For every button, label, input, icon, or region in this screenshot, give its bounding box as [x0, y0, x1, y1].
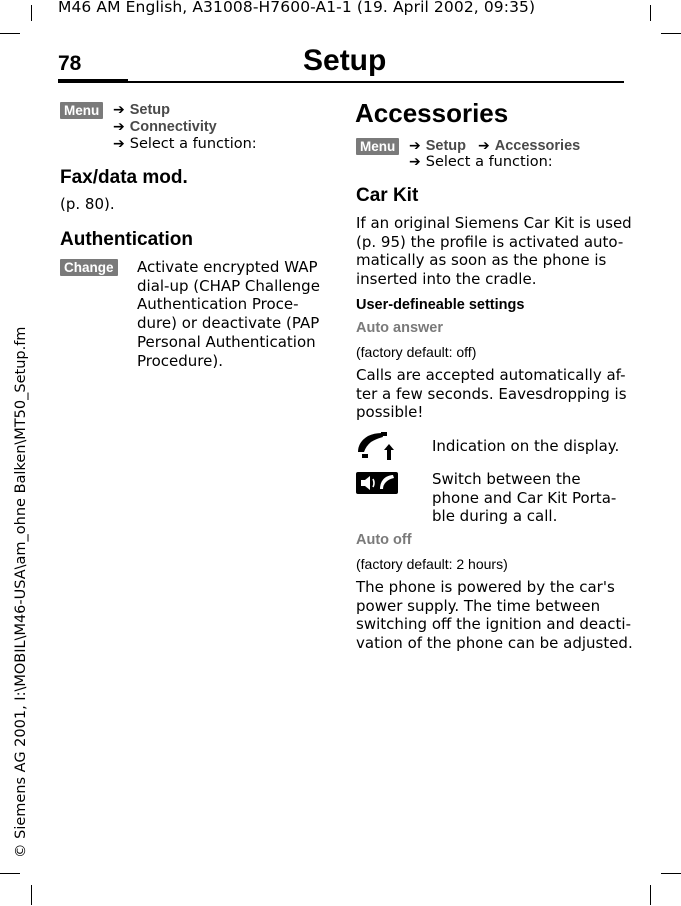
- nav-item: Accessories: [494, 138, 581, 154]
- text-line: phone and Car Kit Porta-: [432, 488, 617, 507]
- menu-softkey: Menu: [356, 138, 399, 155]
- crop-mark: [0, 873, 20, 874]
- icon-row-display-text: [432, 437, 619, 456]
- crop-mark: [0, 33, 20, 34]
- text-line: dure) or deactivate (PAP: [137, 314, 320, 333]
- text-line: The phone is powered by the car's: [356, 578, 615, 596]
- arrow-right-icon: ➔: [113, 136, 125, 152]
- nav-item: Setup: [425, 138, 467, 154]
- arrow-right-icon: ➔: [113, 102, 125, 118]
- arrow-right-icon: ➔: [478, 138, 490, 154]
- menu-softkey: Menu: [60, 102, 103, 119]
- speaker-phone-icon: [356, 472, 398, 494]
- running-head: M46 AM English, A31008-H7600-A1-1 (19. April 2002, 09:35): [58, 0, 536, 16]
- text-line: Authentication Proce-: [137, 295, 299, 314]
- nav-item: Select a function:: [129, 136, 257, 152]
- auto-answer-default: (factory default: off): [356, 344, 477, 360]
- settings-heading: User-defineable settings: [356, 297, 525, 313]
- text-line: inserted into the cradle.: [356, 270, 537, 289]
- side-copyright: © Siemens AG 2001, I:\MOBIL\M46-USA\am_ohne Balken\MT50_Setup.fm: [13, 326, 29, 858]
- car-kit-heading: Car Kit: [356, 185, 419, 206]
- text-line: Calls are accepted automatically af-: [356, 366, 626, 384]
- crop-mark: [661, 33, 681, 34]
- crop-mark: [31, 5, 32, 21]
- crop-mark: [650, 5, 651, 21]
- text-line: Indication on the display.: [432, 437, 620, 455]
- text-line: dial-up (CHAP Challenge: [137, 276, 320, 295]
- fax-data-body: (p. 80).: [60, 195, 115, 213]
- auto-answer-heading: Auto answer: [356, 320, 444, 336]
- text-line: possible!: [356, 403, 424, 422]
- change-softkey: Change: [60, 259, 118, 276]
- text-line: Switch between the: [432, 470, 581, 488]
- crop-mark: [661, 873, 681, 874]
- auto-answer-body: [356, 366, 627, 422]
- text-line: ble during a call.: [432, 507, 558, 526]
- arrow-right-icon: ➔: [113, 119, 125, 135]
- arrow-right-icon: ➔: [409, 138, 421, 154]
- text-line: If an original Siemens Car Kit is used: [356, 214, 632, 232]
- nav-item: Setup: [129, 102, 171, 118]
- authentication-body: [137, 258, 320, 370]
- text-line: matically as soon as the phone is: [356, 251, 607, 270]
- auto-off-heading: Auto off: [356, 532, 412, 548]
- text-line: ter a few seconds. Eavesdropping is: [356, 384, 627, 403]
- accessories-heading: Accessories: [355, 98, 509, 128]
- text-line: power supply. The time between: [356, 596, 601, 615]
- authentication-heading: Authentication: [60, 229, 193, 250]
- nav-item: Select a function:: [425, 154, 553, 170]
- header-rule-thick: [58, 79, 128, 83]
- icon-row-switch-text: [432, 470, 616, 526]
- crop-mark: [31, 885, 32, 905]
- auto-off-default: (factory default: 2 hours): [356, 556, 508, 572]
- text-line: switching off the ignition and deacti-: [356, 615, 632, 634]
- nav-item: Connectivity: [129, 119, 217, 135]
- text-line: Procedure).: [137, 351, 223, 370]
- arrow-right-icon: ➔: [409, 154, 421, 170]
- text-line: (p. 95) the profile is activated auto-: [356, 232, 624, 251]
- nav-path-select: [409, 154, 553, 171]
- auto-answer-phone-icon: [356, 430, 396, 462]
- text-line: vation of the phone can be adjusted.: [356, 634, 633, 653]
- crop-mark: [650, 885, 651, 905]
- nav-path-setup-accessories: [409, 138, 580, 155]
- page-title: Setup: [303, 44, 387, 77]
- car-kit-body: [356, 214, 632, 289]
- nav-path-setup: [113, 102, 170, 119]
- fax-data-heading: Fax/data mod.: [60, 167, 188, 188]
- page-number: 78: [58, 52, 82, 75]
- auto-off-body: [356, 578, 633, 653]
- text-line: Activate encrypted WAP: [137, 258, 318, 276]
- nav-path-select: [113, 136, 257, 153]
- header-rule: [128, 81, 624, 83]
- nav-path-connectivity: [113, 119, 217, 136]
- text-line: Personal Authentication: [137, 332, 316, 351]
